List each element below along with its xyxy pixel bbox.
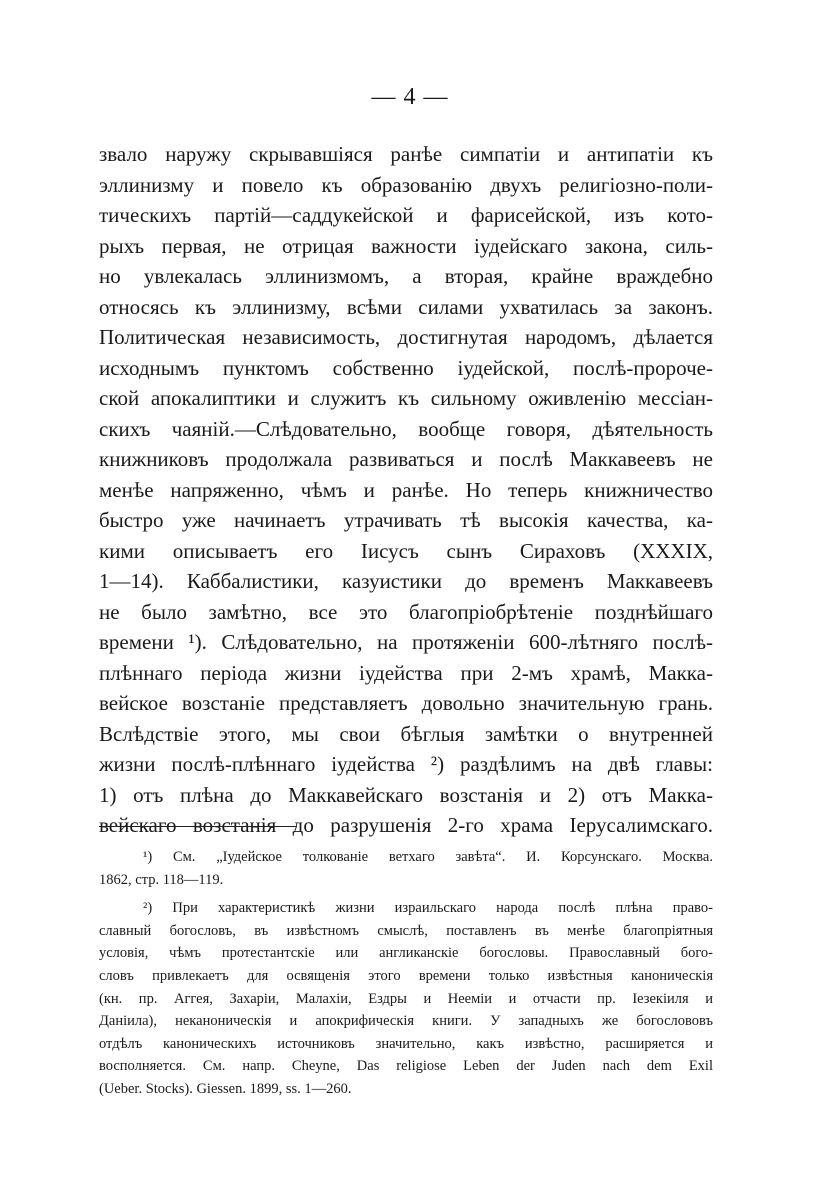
footnote-1 [99, 846, 713, 891]
text-line: Политическая независимость, достигнутая народомъ, дѣлается [99, 325, 713, 349]
footnote-line: ¹) См. „Іудейское толкованіе ветхаго завѣта“. И. Корсунскаго. Москва. [143, 849, 713, 865]
text-line: скихъ чаяній.—Слѣдовательно, вообще говоря, дѣятельность [99, 416, 713, 441]
text-line: не было замѣтно, все это благопріобрѣтеніе позднѣйшаго [99, 599, 713, 624]
footnotes [99, 846, 713, 1101]
footnote-line: ²) При характеристикѣ жизни израильскаго народа послѣ плѣна право- [143, 900, 713, 917]
text-line: вейскаго возстанія до разрушенія 2-го храма Іерусалимскаго. [99, 813, 713, 837]
text-line: кими описываетъ его Іисусъ сынъ Сираховъ (XXXIX, [99, 538, 713, 563]
text-line: жизни послѣ-плѣннаго іудейства ²) раздѣлимъ на двѣ главы: [99, 752, 713, 776]
footnote-line: Даніила), неканоническія и апокрифическія книги. У западныхъ же богослововъ [99, 1013, 713, 1030]
footnote-line: 1862, стр. 118—119. [99, 871, 224, 888]
footnote-line: славный богословъ, въ извѣстномъ смыслѣ, поставленъ въ менѣе благопріятныя [99, 922, 713, 939]
text-line: исходнымъ пунктомъ собственно іудейской, послѣ-пророче- [99, 355, 713, 380]
main-text [99, 139, 713, 841]
text-line: тическихъ партій—саддукейской и фарисейской, изъ кото- [99, 203, 713, 227]
text-line: но увлекалась эллинизмомъ, а вторая, крайне враждебно [99, 264, 713, 288]
footnote-line: восполняется. См. напр. Cheyne, Das religiose Leben der Juden nach dem Exil [99, 1058, 713, 1075]
text-line: 1) отъ плѣна до Маккавейскаго возстанія и 2) отъ Макка- [99, 782, 713, 807]
footnote-line: словъ привлекаетъ для освященія этого времени только извѣстныя каноническія [99, 967, 713, 984]
footnote-line: условія, чѣмъ протестантскіе или англиканскіе богословы. Православный бого- [99, 945, 713, 962]
page-number: — 4 — [371, 84, 449, 110]
footnote-line: (кн. пр. Аггея, Захаріи, Малахіи, Ездры и Нееміи и отчасти пр. Іезекіиля и [99, 990, 713, 1007]
text-line: ской апокалиптики и служитъ къ сильному оживленію мессіан- [99, 386, 713, 410]
text-line: относясь къ эллинизму, всѣми силами ухватилась за законъ. [99, 294, 713, 319]
text-line: вейское возстаніе представляетъ довольно значительную грань. [99, 691, 713, 715]
footnote-line: отдѣлъ каноническихъ источниковъ значительно, какъ извѣстно, расширяется и [99, 1035, 713, 1052]
text-line: книжниковъ продолжала развиваться и послѣ Маккавеевъ не [99, 447, 713, 471]
text-line: Вслѣдствіе этого, мы свои бѣглыя замѣтки о внутренней [99, 721, 713, 746]
text-line: времени ¹). Слѣдовательно, на протяженіи 600-лѣтняго послѣ- [99, 630, 713, 654]
text-line: плѣннаго періода жизни іудейства при 2-мъ храмѣ, Макка- [99, 660, 713, 685]
text-line: звало наружу скрывавшіяся ранѣе симпатіи и антипатіи къ [99, 142, 713, 166]
footnote-line: (Ueber. Stocks). Giessen. 1899, ss. 1—260. [99, 1080, 352, 1097]
footnote-2 [99, 897, 713, 1100]
text-line: 1—14). Каббалистики, казуистики до временъ Маккавеевъ [99, 569, 713, 593]
footnote-separator [99, 826, 297, 827]
text-line: менѣе напряженно, чѣмъ и ранѣе. Но теперь книжничество [99, 477, 713, 502]
text-line: быстро уже начинаетъ утрачивать тѣ высокія качества, ка- [99, 508, 713, 532]
text-line: эллинизму и повело къ образованію двухъ религіозно-поли- [99, 172, 713, 197]
text-line: рыхъ первая, не отрицая важности іудейскаго закона, силь- [99, 233, 713, 258]
